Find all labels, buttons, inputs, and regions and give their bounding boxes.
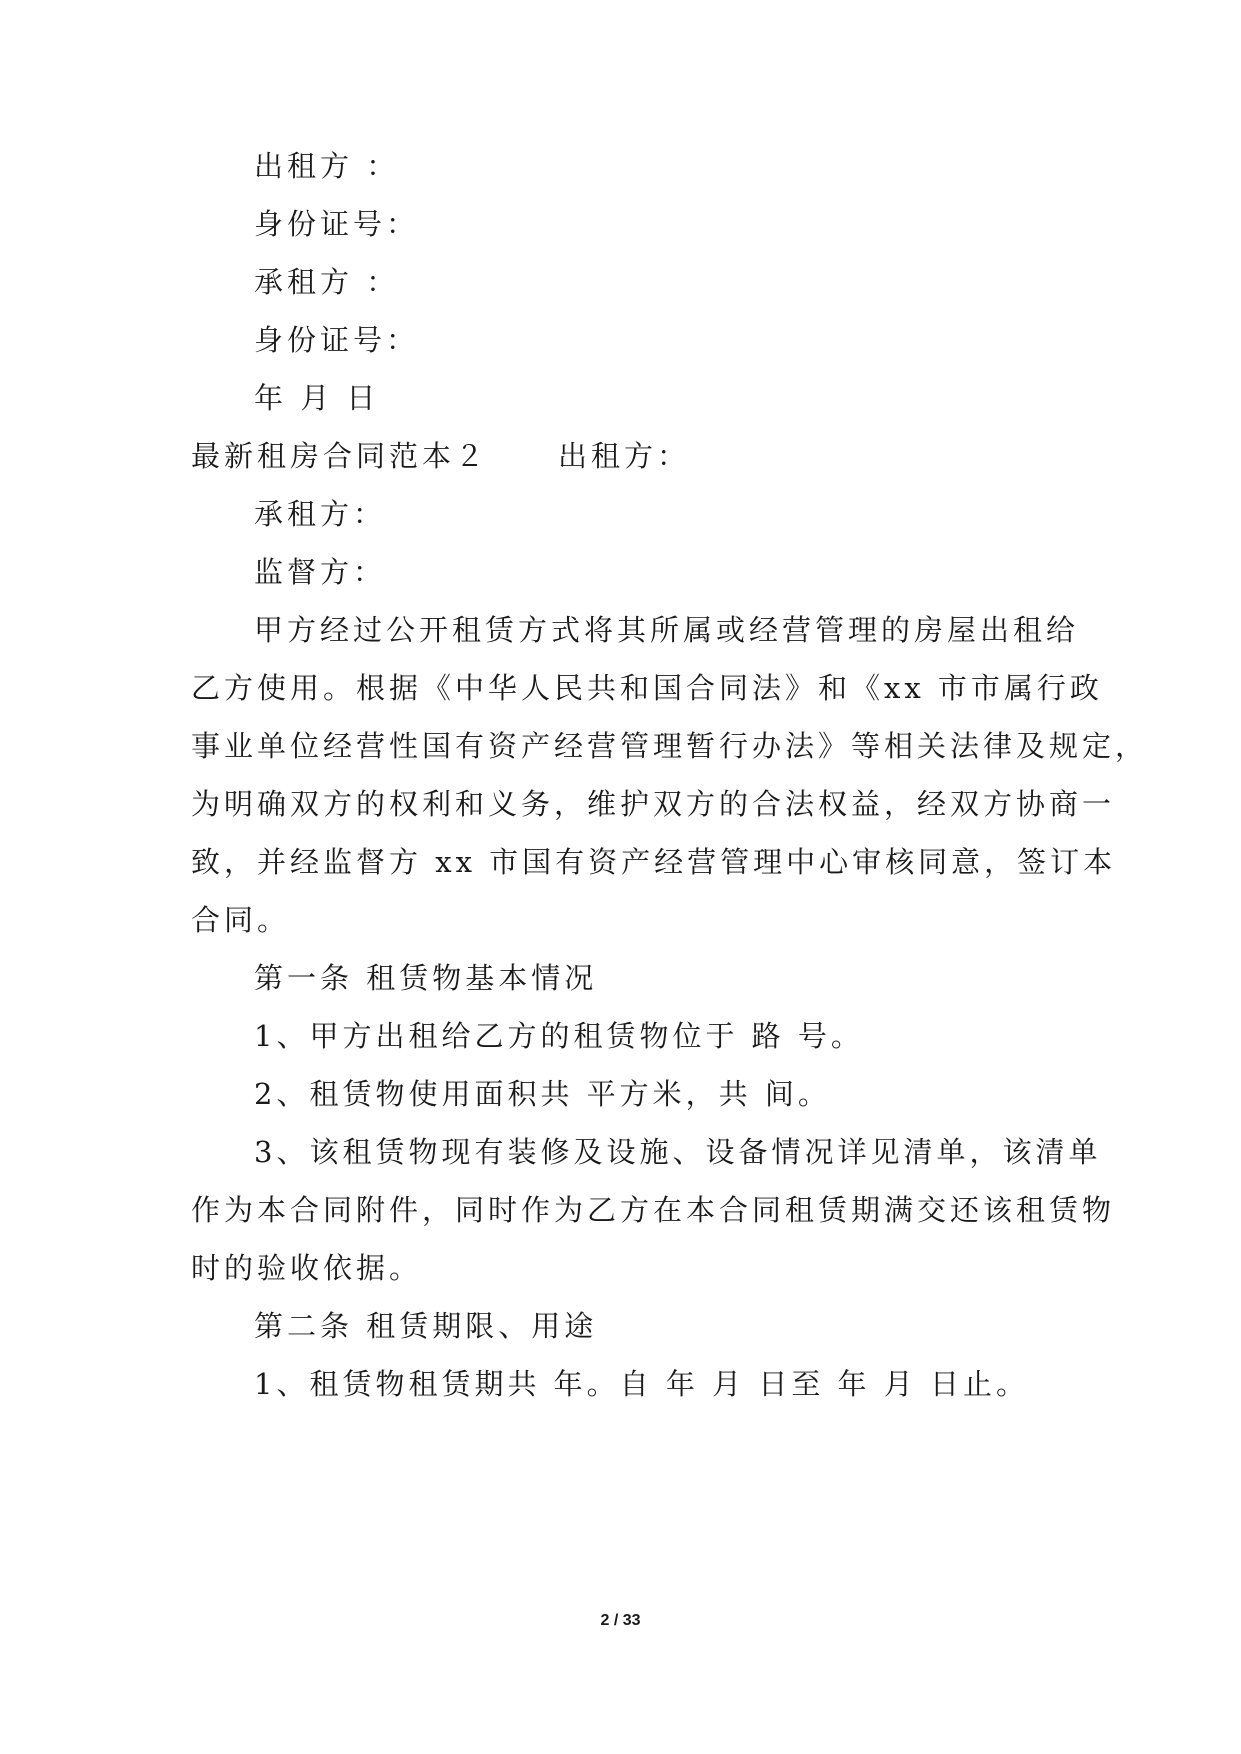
lessee-label: 承租方： (254, 497, 387, 531)
article2-title: 第二条 租赁期限、用途 (254, 1309, 598, 1343)
date-line: 年 月 日 (254, 381, 380, 415)
paragraph-line: 为明确双方的权利和义务，维护双方的合法权益，经双方协商一 (191, 787, 1116, 821)
article1-item2: 2、租赁物使用面积共 平方米，共 间。 (254, 1077, 831, 1111)
article2-item1: 1、租赁物租赁期共 年。自 年 月 日至 年 月 日止。 (254, 1367, 1029, 1401)
page-number: 2 / 33 (600, 1612, 641, 1629)
lessor-id-line: 身份证号： (254, 207, 420, 241)
paragraph-line: 合同。 (191, 903, 291, 937)
article1-item3-line: 3、该租赁物现有装修及设施、设备情况详见清单，该清单 (254, 1135, 1102, 1169)
lessee-id-line: 身份证号： (254, 323, 420, 357)
contract-heading (191, 436, 690, 476)
paragraph-line: 乙方使用。根据《中华人民共和国合同法》和《xx 市市属行政 (191, 671, 1103, 705)
paragraph-line: 致，并经监督方 xx 市国有资产经营管理中心审核同意，签订本 (191, 845, 1117, 879)
lessee-line: 承租方 ： (254, 265, 400, 299)
article1-title: 第一条 租赁物基本情况 (254, 961, 598, 995)
article1-item3-line: 时的验收依据。 (191, 1251, 423, 1285)
lessor-line: 出租方 ： (254, 149, 400, 183)
article1-item3-line: 作为本合同附件，同时作为乙方在本合同租赁期满交还该租赁物 (191, 1193, 1116, 1227)
supervisor-label: 监督方： (254, 555, 387, 589)
contract-title: 最新租房合同范本２ (191, 439, 489, 473)
article1-item1: 1、甲方出租给乙方的租赁物位于 路 号。 (254, 1019, 864, 1053)
paragraph-line: 事业单位经营性国有资产经营管理暂行办法》等相关法律及规定， (191, 729, 1149, 763)
paragraph-line: 甲方经过公开租赁方式将其所属或经营管理的房屋出租给 (254, 613, 1080, 647)
heading-lessor-label: 出租方： (558, 439, 691, 473)
